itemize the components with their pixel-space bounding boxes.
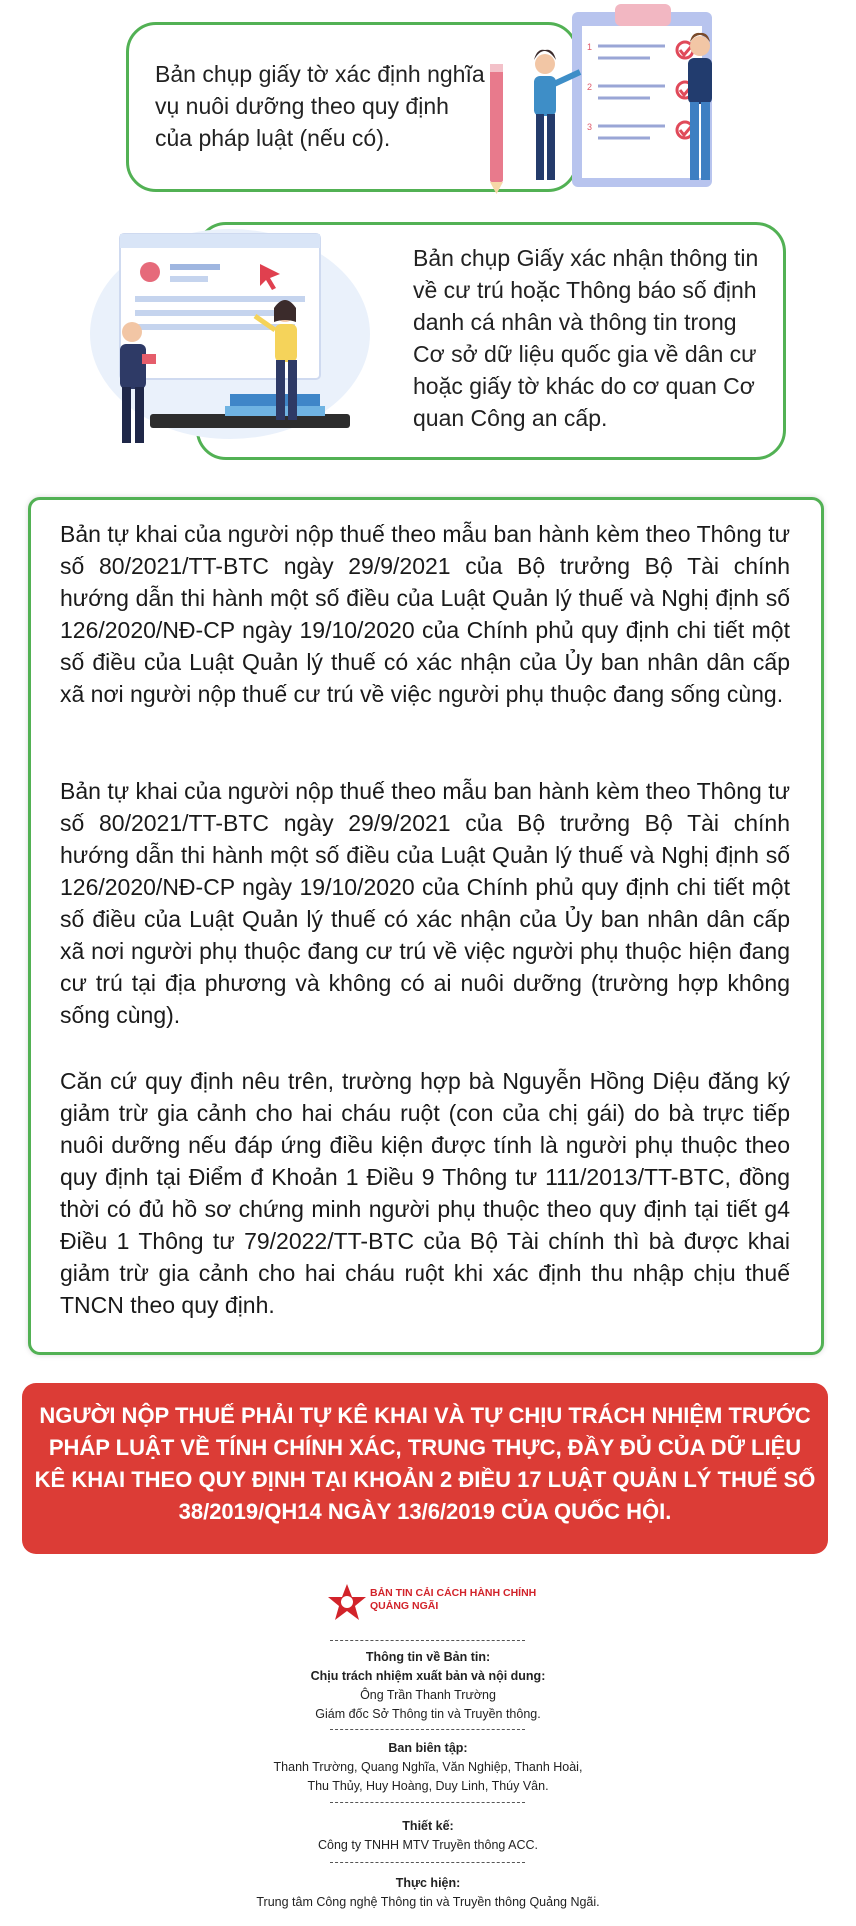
design-value: Công ty TNHH MTV Truyền thông ACC.: [318, 1838, 538, 1852]
card1-text: Bản chụp giấy tờ xác định nghĩa vụ nuôi dưỡng theo quy định của pháp luật (nếu có).: [155, 61, 485, 151]
responsible-title: Giám đốc Sở Thông tin và Truyền thông.: [315, 1707, 541, 1721]
divider: [330, 1729, 525, 1730]
notice-banner-text: NGƯỜI NỘP THUẾ PHẢI TỰ KÊ KHAI VÀ TỰ CHỊU TRÁCH NHIỆM TRƯỚC PHÁP LUẬT VỀ TÍNH CHÍNH XÁC, TRUNG THỰC, ĐẦY ĐỦ CỦA DỮ LIỆU KÊ KHAI THEO QUY ĐỊNH TẠI KHOẢN 2 ĐIỀU 17 LUẬT QUẢN LÝ THUẾ SỐ 38/2019/QH14 NGÀY 13/6/2019 CỦA QUỐC HỘI.: [34, 1403, 816, 1524]
divider: [330, 1802, 525, 1803]
produced-heading: Thực hiện:: [395, 1876, 461, 1890]
checklist-illustration: [490, 2, 740, 194]
editors-line-1: Thanh Trường, Quang Nghĩa, Văn Nghiệp, Thanh Hoài,: [273, 1760, 583, 1774]
editors-line-2: Thu Thủy, Huy Hoàng, Duy Linh, Thúy Vân.: [307, 1779, 549, 1793]
responsible-name: Ông Trần Thanh Trường: [360, 1688, 496, 1702]
info-heading: Thông tin về Bản tin:: [365, 1650, 491, 1664]
checklist-number-2: 2: [587, 82, 593, 92]
paragraph-3: Căn cứ quy định nêu trên, trường hợp bà Nguyễn Hồng Diệu đăng ký giảm trừ gia cảnh cho hai cháu ruột (con của chị gái) do bà trực tiếp nuôi dưỡng nếu đáp ứng điều kiện được tính là người phụ thuộc theo quy định tại Điểm đ Khoản 1 Điều 9 Thông tư 111/2013/TT-BTC, đồng thời có đủ hồ sơ chứng minh người phụ thuộc theo quy định tại tiết g4 Điều 1 Thông tư 79/2022/TT-BTC của Bộ Tài chính thì bà được khai giảm trừ gia cảnh cho hai cháu ruột khi xác định thu nhập chịu thuế TNCN theo quy định.: [60, 1068, 790, 1318]
produced-value: Trung tâm Công nghệ Thông tin và Truyền thông Quảng Ngãi.: [256, 1895, 600, 1909]
paragraph-2: Bản tự khai của người nộp thuế theo mẫu ban hành kèm theo Thông tư số 80/2021/TT-BTC ngày 29/9/2021 của Bộ trưởng Bộ Tài chính hướng dẫn thi hành một số điều của Luật Quản lý thuế và Nghị định số 126/2020/NĐ-CP ngày 19/10/2020 của Chính phủ quy định chi tiết một số điều của Luật Quản lý thuế có xác nhận của Ủy ban nhân dân cấp xã nơi người phụ thuộc đang cư trú về việc người phụ thuộc hiện đang cư trú tại địa phương và không có ai nuôi dưỡng (trường hợp không sống cùng).: [60, 778, 790, 1028]
divider: [330, 1640, 525, 1641]
design-heading: Thiết kế:: [402, 1819, 454, 1833]
logo-line-2: QUẢNG NGÃI: [370, 1600, 439, 1612]
divider: [330, 1862, 525, 1863]
card2-text: Bản chụp Giấy xác nhận thông tin về cư trú hoặc Thông báo số định danh cá nhân và thông tin trong Cơ sở dữ liệu quốc gia về dân cư hoặc giấy tờ khác do cơ quan Cơ quan Công an cấp.: [413, 245, 759, 431]
web-profile-illustration: [80, 224, 410, 462]
editors-heading: Ban biên tập:: [388, 1741, 468, 1755]
responsible-heading: Chịu trách nhiệm xuất bản và nội dung:: [310, 1669, 546, 1683]
logo-text: [370, 1587, 536, 1613]
checklist-number-3: 3: [587, 122, 593, 132]
logo-line-1: BẢN TIN CẢI CÁCH HÀNH CHÍNH: [370, 1587, 537, 1599]
paragraph-1: Bản tự khai của người nộp thuế theo mẫu ban hành kèm theo Thông tư số 80/2021/TT-BTC ngày 29/9/2021 của Bộ trưởng Bộ Tài chính hướng dẫn thi hành một số điều của Luật Quản lý thuế và Nghị định số 126/2020/NĐ-CP ngày 19/10/2020 của Chính phủ quy định chi tiết một số điều của Luật Quản lý thuế có xác nhận của Ủy ban nhân dân cấp xã nơi người nộp thuế cư trú về việc người phụ thuộc đang sống cùng.: [60, 521, 790, 707]
checklist-number-1: 1: [587, 42, 593, 52]
